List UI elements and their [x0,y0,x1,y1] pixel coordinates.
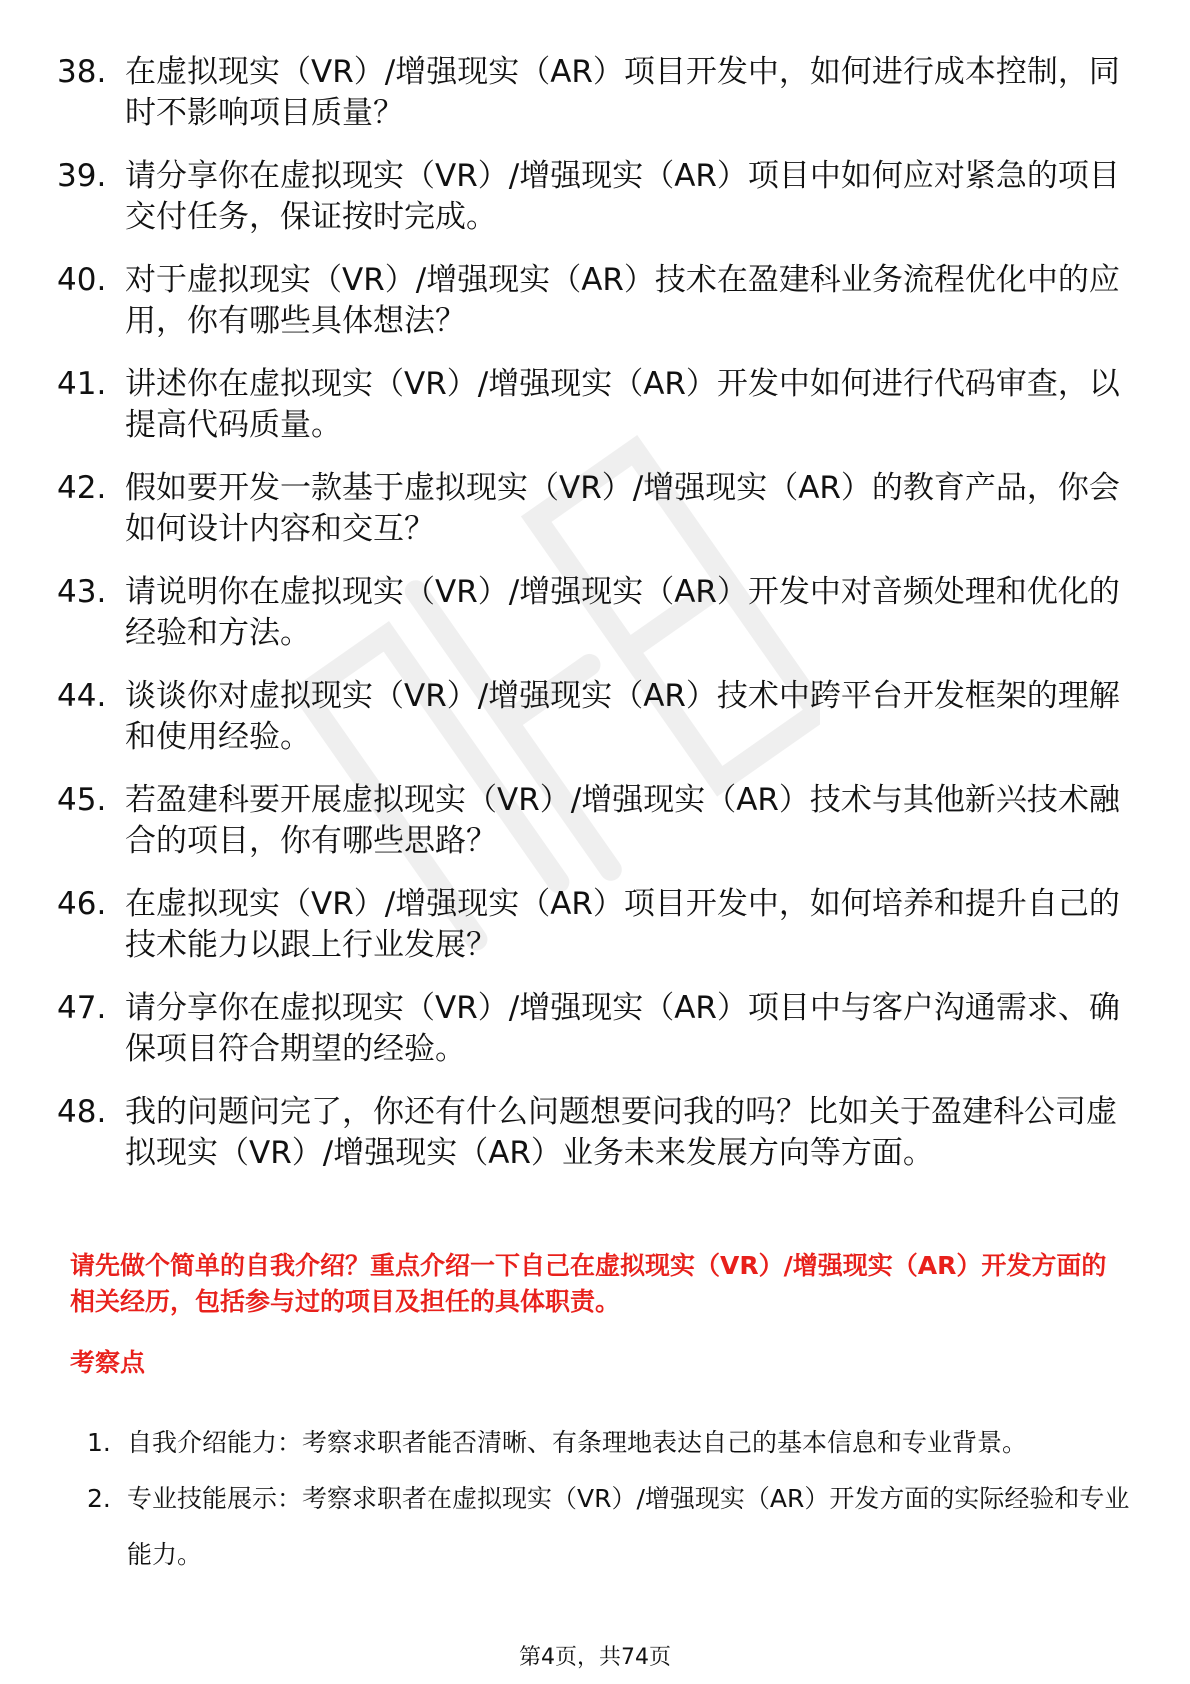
question-text: 我的问题问完了，你还有什么问题想要问我的吗？比如关于盈建科公司虚拟现实（VR）/增强现实（AR）业务未来发展方向等方面。 [125,1094,1117,1171]
question-text: 假如要开发一款基于虚拟现实（VR）/增强现实（AR）的教育产品，你会如何设计内容和交互？ [125,470,1120,547]
question-item [0,1092,1190,1174]
question-text: 讲述你在虚拟现实（VR）/增强现实（AR）开发中如何进行代码审查，以提高代码质量。 [125,366,1120,443]
question-number: 42. [57,470,107,506]
question-item [0,156,1190,238]
question-number: 41. [57,366,107,402]
question-item [0,572,1190,654]
question-number: 43. [57,574,107,610]
section-title: 考察点 [70,1348,146,1377]
question-item [0,468,1190,550]
point-text: 自我介绍能力：考察求职者能否清晰、有条理地表达自己的基本信息和专业背景。 [127,1428,1028,1457]
question-text: 请说明你在虚拟现实（VR）/增强现实（AR）开发中对音频处理和优化的经验和方法。 [125,574,1120,651]
question-list [0,52,1190,1196]
question-number: 39. [57,158,107,194]
point-number: 2. [87,1484,111,1513]
question-text: 请分享你在虚拟现实（VR）/增强现实（AR）项目中与客户沟通需求、确保项目符合期望的经验。 [125,990,1120,1067]
question-item [0,988,1190,1070]
featured-question: 请先做个简单的自我介绍？重点介绍一下自己在虚拟现实（VR）/增强现实（AR）开发方面的相关经历，包括参与过的项目及担任的具体职责。 [70,1251,1107,1316]
question-text: 在虚拟现实（VR）/增强现实（AR）项目开发中，如何培养和提升自己的技术能力以跟上行业发展？ [125,886,1120,963]
assessment-points-list [0,1415,1190,1583]
question-number: 46. [57,886,107,922]
question-number: 48. [57,1094,107,1130]
question-item [0,676,1190,758]
question-number: 45. [57,782,107,818]
question-text: 若盈建科要开展虚拟现实（VR）/增强现实（AR）技术与其他新兴技术融合的项目，你有哪些思路？ [125,782,1120,859]
question-number: 44. [57,678,107,714]
question-item [0,52,1190,134]
question-item [0,780,1190,862]
point-text: 专业技能展示：考察求职者在虚拟现实（VR）/增强现实（AR）开发方面的实际经验和专业能力。 [127,1484,1130,1569]
question-number: 40. [57,262,107,298]
question-number: 38. [57,54,107,90]
question-item [0,364,1190,446]
question-text: 请分享你在虚拟现实（VR）/增强现实（AR）项目中如何应对紧急的项目交付任务，保证按时完成。 [125,158,1120,235]
question-item [0,260,1190,342]
page-footer: 第4页，共74页 [519,1645,671,1670]
question-item [0,884,1190,966]
point-number: 1. [87,1428,111,1457]
assessment-point [0,1471,1190,1583]
question-number: 47. [57,990,107,1026]
assessment-point [0,1415,1190,1471]
question-text: 在虚拟现实（VR）/增强现实（AR）项目开发中，如何进行成本控制，同时不影响项目质量？ [125,54,1120,131]
question-text: 对于虚拟现实（VR）/增强现实（AR）技术在盈建科业务流程优化中的应用，你有哪些具体想法？ [125,262,1120,339]
question-text: 谈谈你对虚拟现实（VR）/增强现实（AR）技术中跨平台开发框架的理解和使用经验。 [125,678,1120,755]
